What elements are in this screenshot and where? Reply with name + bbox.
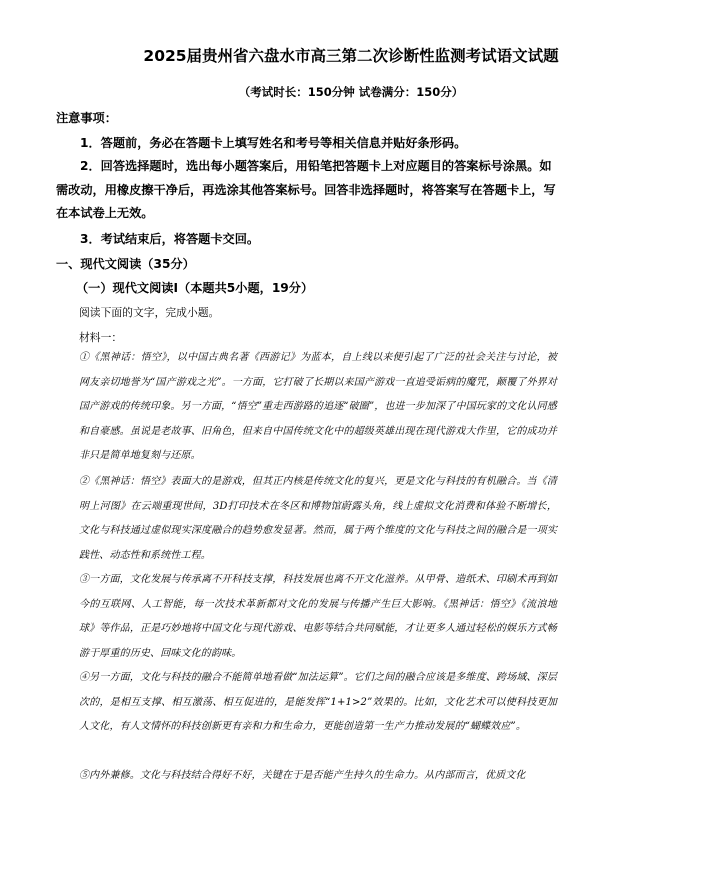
body-paragraph: ③一方面，文化发展与传承离不开科技支撑，科技发展也离不开文化滋养。从甲骨、造纸术、印刷术再到如今的互联网、人工智能，每一次技术革新都对文化的发展与传播产生巨大影响。《黑神话：悟空》《流浪地球》等作品，正是巧妙地将中国文化与现代游戏、电影等结合共同赋能，才让更多人通过轻松的娱乐方式畅游于厚重的历史、回味文化的韵味。: [79, 574, 557, 659]
body-paragraph: ①《黑神话：悟空》，以中国古典名著《西游记》为蓝本，自上线以来便引起了广泛的社会关注与讨论，被网友亲切地誉为“国产游戏之光”。一方面，它打破了长期以来国产游戏一直追受诟病的魔咒，颠覆了外界对国产游戏的传统印象。另一方面，“悟空”重走西游路的追逐“破圈”，也进一步加深了中国玩家的文化认同感和自豪感。虽说是老故事、旧角色，但来自中国传统文化中的超级英雄出现在现代游戏大作里，它的成功并非只是简单地复刻与还原。: [79, 352, 557, 461]
notice-item: 1．答题前，务必在答题卡上填写姓名和考号等相关信息并贴好条形码。: [80, 136, 467, 150]
reading-instruction: 阅读下面的文字，完成小题。: [79, 306, 220, 319]
body-paragraph: ⑤内外兼修。文化与科技结合得好不好，关键在于是否能产生持久的生命力。从内部而言，优质文化: [79, 770, 526, 781]
exam-title: 2025届贵州省六盘水市高三第二次诊断性监测考试语文试题: [143, 47, 559, 65]
notice-item: 3．考试结束后，将答题卡交回。: [80, 232, 260, 246]
body-paragraph: ④另一方面，文化与科技的融合不能简单地看做“加法运算”。它们之间的融合应该是多维度、跨场域、深层次的，是相互支撑、相互激荡、相互促进的，是能发挥“1+1>2”效果的。比如，文化艺术可以使科技更加人文化，有人文情怀的科技创新更有亲和力和生命力，更能创造第一生产力推动发展的“蝴蝶效应”。: [79, 672, 557, 732]
body-paragraph: ②《黑神话：悟空》表面大的是游戏，但其正内核是传统文化的复兴，更是文化与科技的有机融合。当《清明上河图》在云端重现世间，3D打印技术在冬区和博物馆蔚露头角，线上虚拟文化消费和体验不断增长，文化与科技通过虚似现实深度融合的趋势愈发显著。然而，属于两个维度的文化与科技之间的融合是一项实践性、动态性和系统性工程。: [79, 476, 557, 561]
material-label: 材料一：: [79, 331, 123, 344]
notice-item: 2．回答选择题时，选出每小题答案后，用铅笔把答题卡上对应题目的答案标号涂黑。如需改动，用橡皮擦干净后，再选涂其他答案标号。回答非选择题时，将答案写在答题卡上，写在本试卷上无效。: [56, 159, 556, 220]
subsection-heading: （一）现代文阅读Ⅰ（本题共5小题，19分）: [76, 281, 314, 295]
exam-subtitle: （考试时长：150分钟 试卷满分：150分）: [238, 85, 464, 99]
section-heading: 一、现代文阅读（35分）: [56, 257, 195, 271]
notice-heading: 注意事项：: [56, 111, 117, 125]
